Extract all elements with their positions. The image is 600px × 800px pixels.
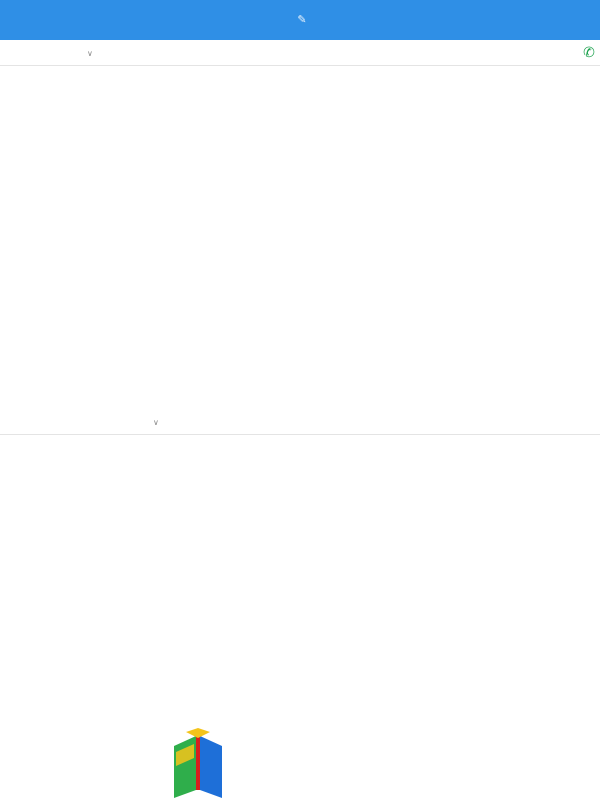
phone-icon[interactable]: ✆ — [583, 45, 595, 61]
watermark-logo — [168, 726, 468, 800]
menu-settings[interactable] — [87, 48, 93, 59]
chat-history-top[interactable] — [0, 66, 600, 413]
pencil-icon[interactable]: ✎ — [297, 13, 307, 26]
chevron-down-icon: ∨ — [87, 49, 93, 58]
chevron-down-icon: ∨ — [153, 418, 159, 427]
menu-settings[interactable] — [153, 417, 159, 428]
window-titlebar — [0, 0, 600, 40]
bottom-menubar — [0, 413, 600, 435]
book-logo-icon — [168, 728, 228, 798]
window-title — [0, 12, 600, 27]
top-menubar — [0, 44, 600, 66]
